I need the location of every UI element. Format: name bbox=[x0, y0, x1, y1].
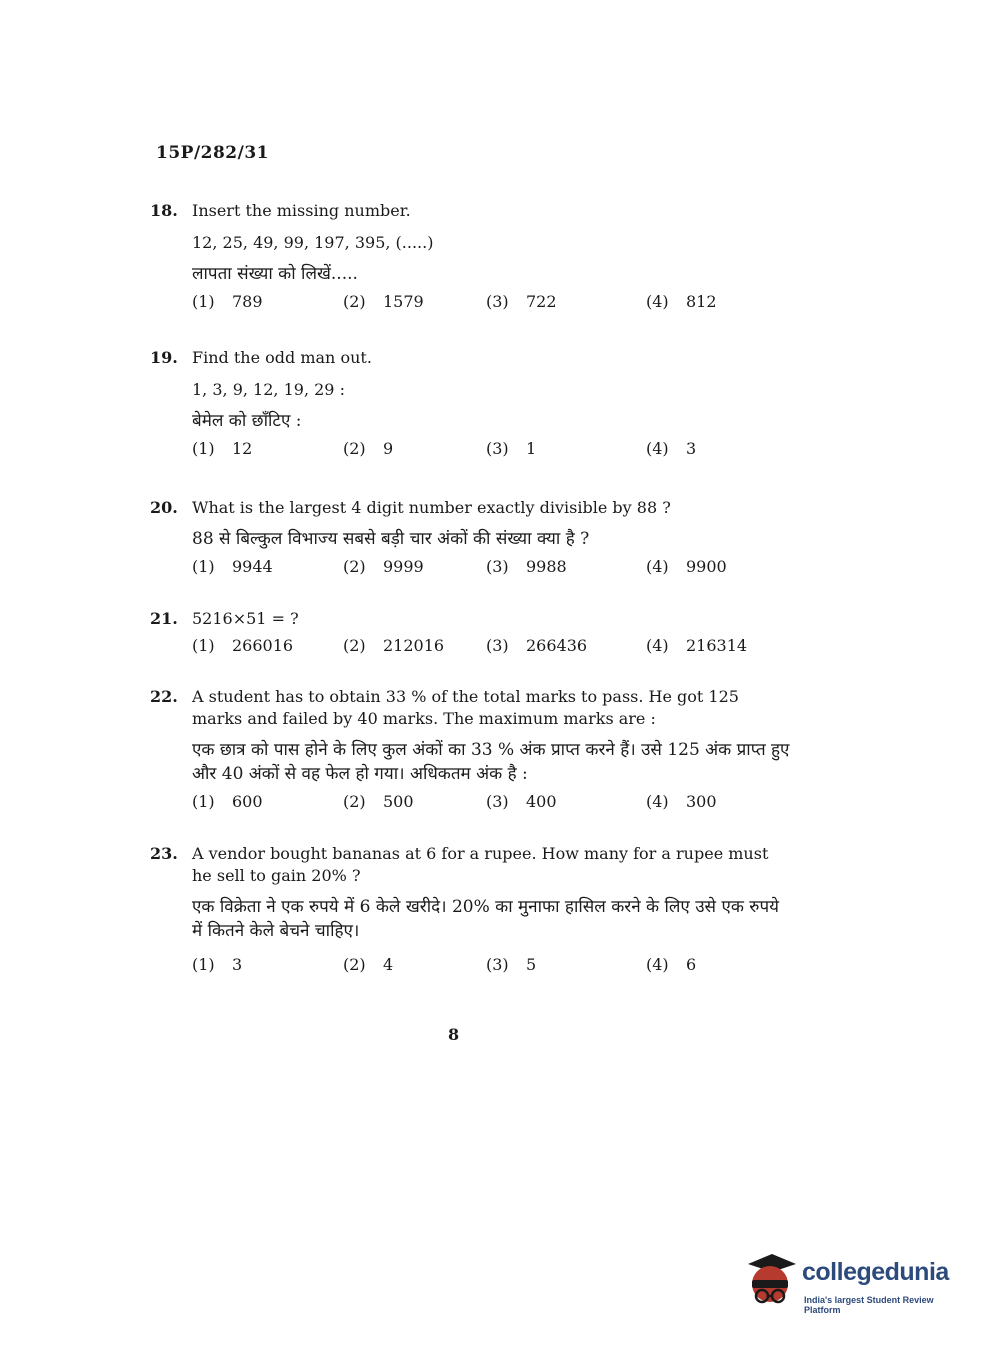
option-4: (4) 3 bbox=[646, 439, 697, 458]
options bbox=[150, 557, 790, 581]
option-1: (1) 266016 bbox=[192, 636, 294, 655]
question-number: 20. bbox=[150, 498, 178, 517]
option-4: (4) 6 bbox=[646, 955, 697, 974]
options bbox=[150, 636, 790, 660]
option-1: (1) 12 bbox=[192, 439, 253, 458]
question-text: A student has to obtain 33 % of the total marks to pass. He got 125 marks and failed by 40 marks. The maximum marks are : bbox=[192, 687, 739, 728]
question-text: Find the odd man out. bbox=[192, 348, 372, 367]
question-number: 21. bbox=[150, 609, 178, 628]
option-2: (2) 212016 bbox=[343, 636, 445, 655]
option-4: (4) 300 bbox=[646, 792, 717, 811]
question-number: 23. bbox=[150, 844, 178, 863]
question-text-hindi: 88 से बिल्कुल विभाज्य सबसे बड़ी चार अंकों की संख्या क्या है ? bbox=[192, 529, 590, 549]
question-19 bbox=[150, 347, 790, 463]
question-text: What is the largest 4 digit number exactly divisible by 88 ? bbox=[192, 498, 671, 517]
option-2: (2) 1579 bbox=[343, 292, 424, 311]
brand-name: collegedunia bbox=[802, 1258, 949, 1286]
option-3: (3) 722 bbox=[486, 292, 557, 311]
options bbox=[150, 955, 790, 979]
option-3: (3) 9988 bbox=[486, 557, 567, 576]
question-21 bbox=[150, 608, 790, 660]
number-series: 1, 3, 9, 12, 19, 29 : bbox=[192, 380, 345, 399]
option-4: (4) 216314 bbox=[646, 636, 748, 655]
question-number: 22. bbox=[150, 687, 178, 706]
option-1: (1) 789 bbox=[192, 292, 263, 311]
question-number: 18. bbox=[150, 201, 178, 220]
question-23 bbox=[150, 843, 790, 979]
page-number: 8 bbox=[448, 1025, 460, 1044]
option-2: (2) 4 bbox=[343, 955, 394, 974]
option-3: (3) 266436 bbox=[486, 636, 588, 655]
option-3: (3) 1 bbox=[486, 439, 537, 458]
options bbox=[150, 792, 790, 816]
question-text-hindi: लापता संख्या को लिखें..... bbox=[192, 264, 358, 284]
option-1: (1) 600 bbox=[192, 792, 263, 811]
question-text: 5216×51 = ? bbox=[192, 609, 299, 628]
question-text: A vendor bought bananas at 6 for a rupee. How many for a rupee must he sell to gain 20% ? bbox=[192, 844, 769, 885]
collegedunia-logo bbox=[742, 1250, 972, 1315]
question-18 bbox=[150, 200, 790, 316]
question-20 bbox=[150, 497, 790, 581]
paper-code: 15P/282/31 bbox=[156, 143, 270, 163]
question-text-hindi: एक विक्रेता ने एक रुपये में 6 केले खरीदे। 20% का मुनाफा हासिल करने के लिए उसे एक रुपये में कितने केले बेचने चाहिए। bbox=[192, 897, 779, 941]
option-4: (4) 9900 bbox=[646, 557, 727, 576]
options bbox=[150, 439, 790, 463]
option-2: (2) 9 bbox=[343, 439, 394, 458]
student-mascot-icon bbox=[742, 1250, 800, 1310]
brand-tagline: India's largest Student Review Platform bbox=[804, 1295, 934, 1315]
options bbox=[150, 292, 790, 316]
question-22 bbox=[150, 686, 790, 816]
option-3: (3) 400 bbox=[486, 792, 557, 811]
option-4: (4) 812 bbox=[646, 292, 717, 311]
question-number: 19. bbox=[150, 348, 178, 367]
option-2: (2) 9999 bbox=[343, 557, 424, 576]
option-1: (1) 9944 bbox=[192, 557, 273, 576]
option-2: (2) 500 bbox=[343, 792, 414, 811]
question-text: Insert the missing number. bbox=[192, 201, 411, 220]
option-3: (3) 5 bbox=[486, 955, 537, 974]
option-1: (1) 3 bbox=[192, 955, 243, 974]
question-text-hindi: एक छात्र को पास होने के लिए कुल अंकों का 33 % अंक प्राप्त करने हैं। उसे 125 अंक प्राप्त हुए और 40 अंकों से वह फेल हो गया। अधिकतम अंक है : bbox=[192, 740, 790, 784]
question-text-hindi: बेमेल को छाँटिए : bbox=[192, 411, 302, 431]
number-series: 12, 25, 49, 99, 197, 395, (.....) bbox=[192, 233, 434, 252]
